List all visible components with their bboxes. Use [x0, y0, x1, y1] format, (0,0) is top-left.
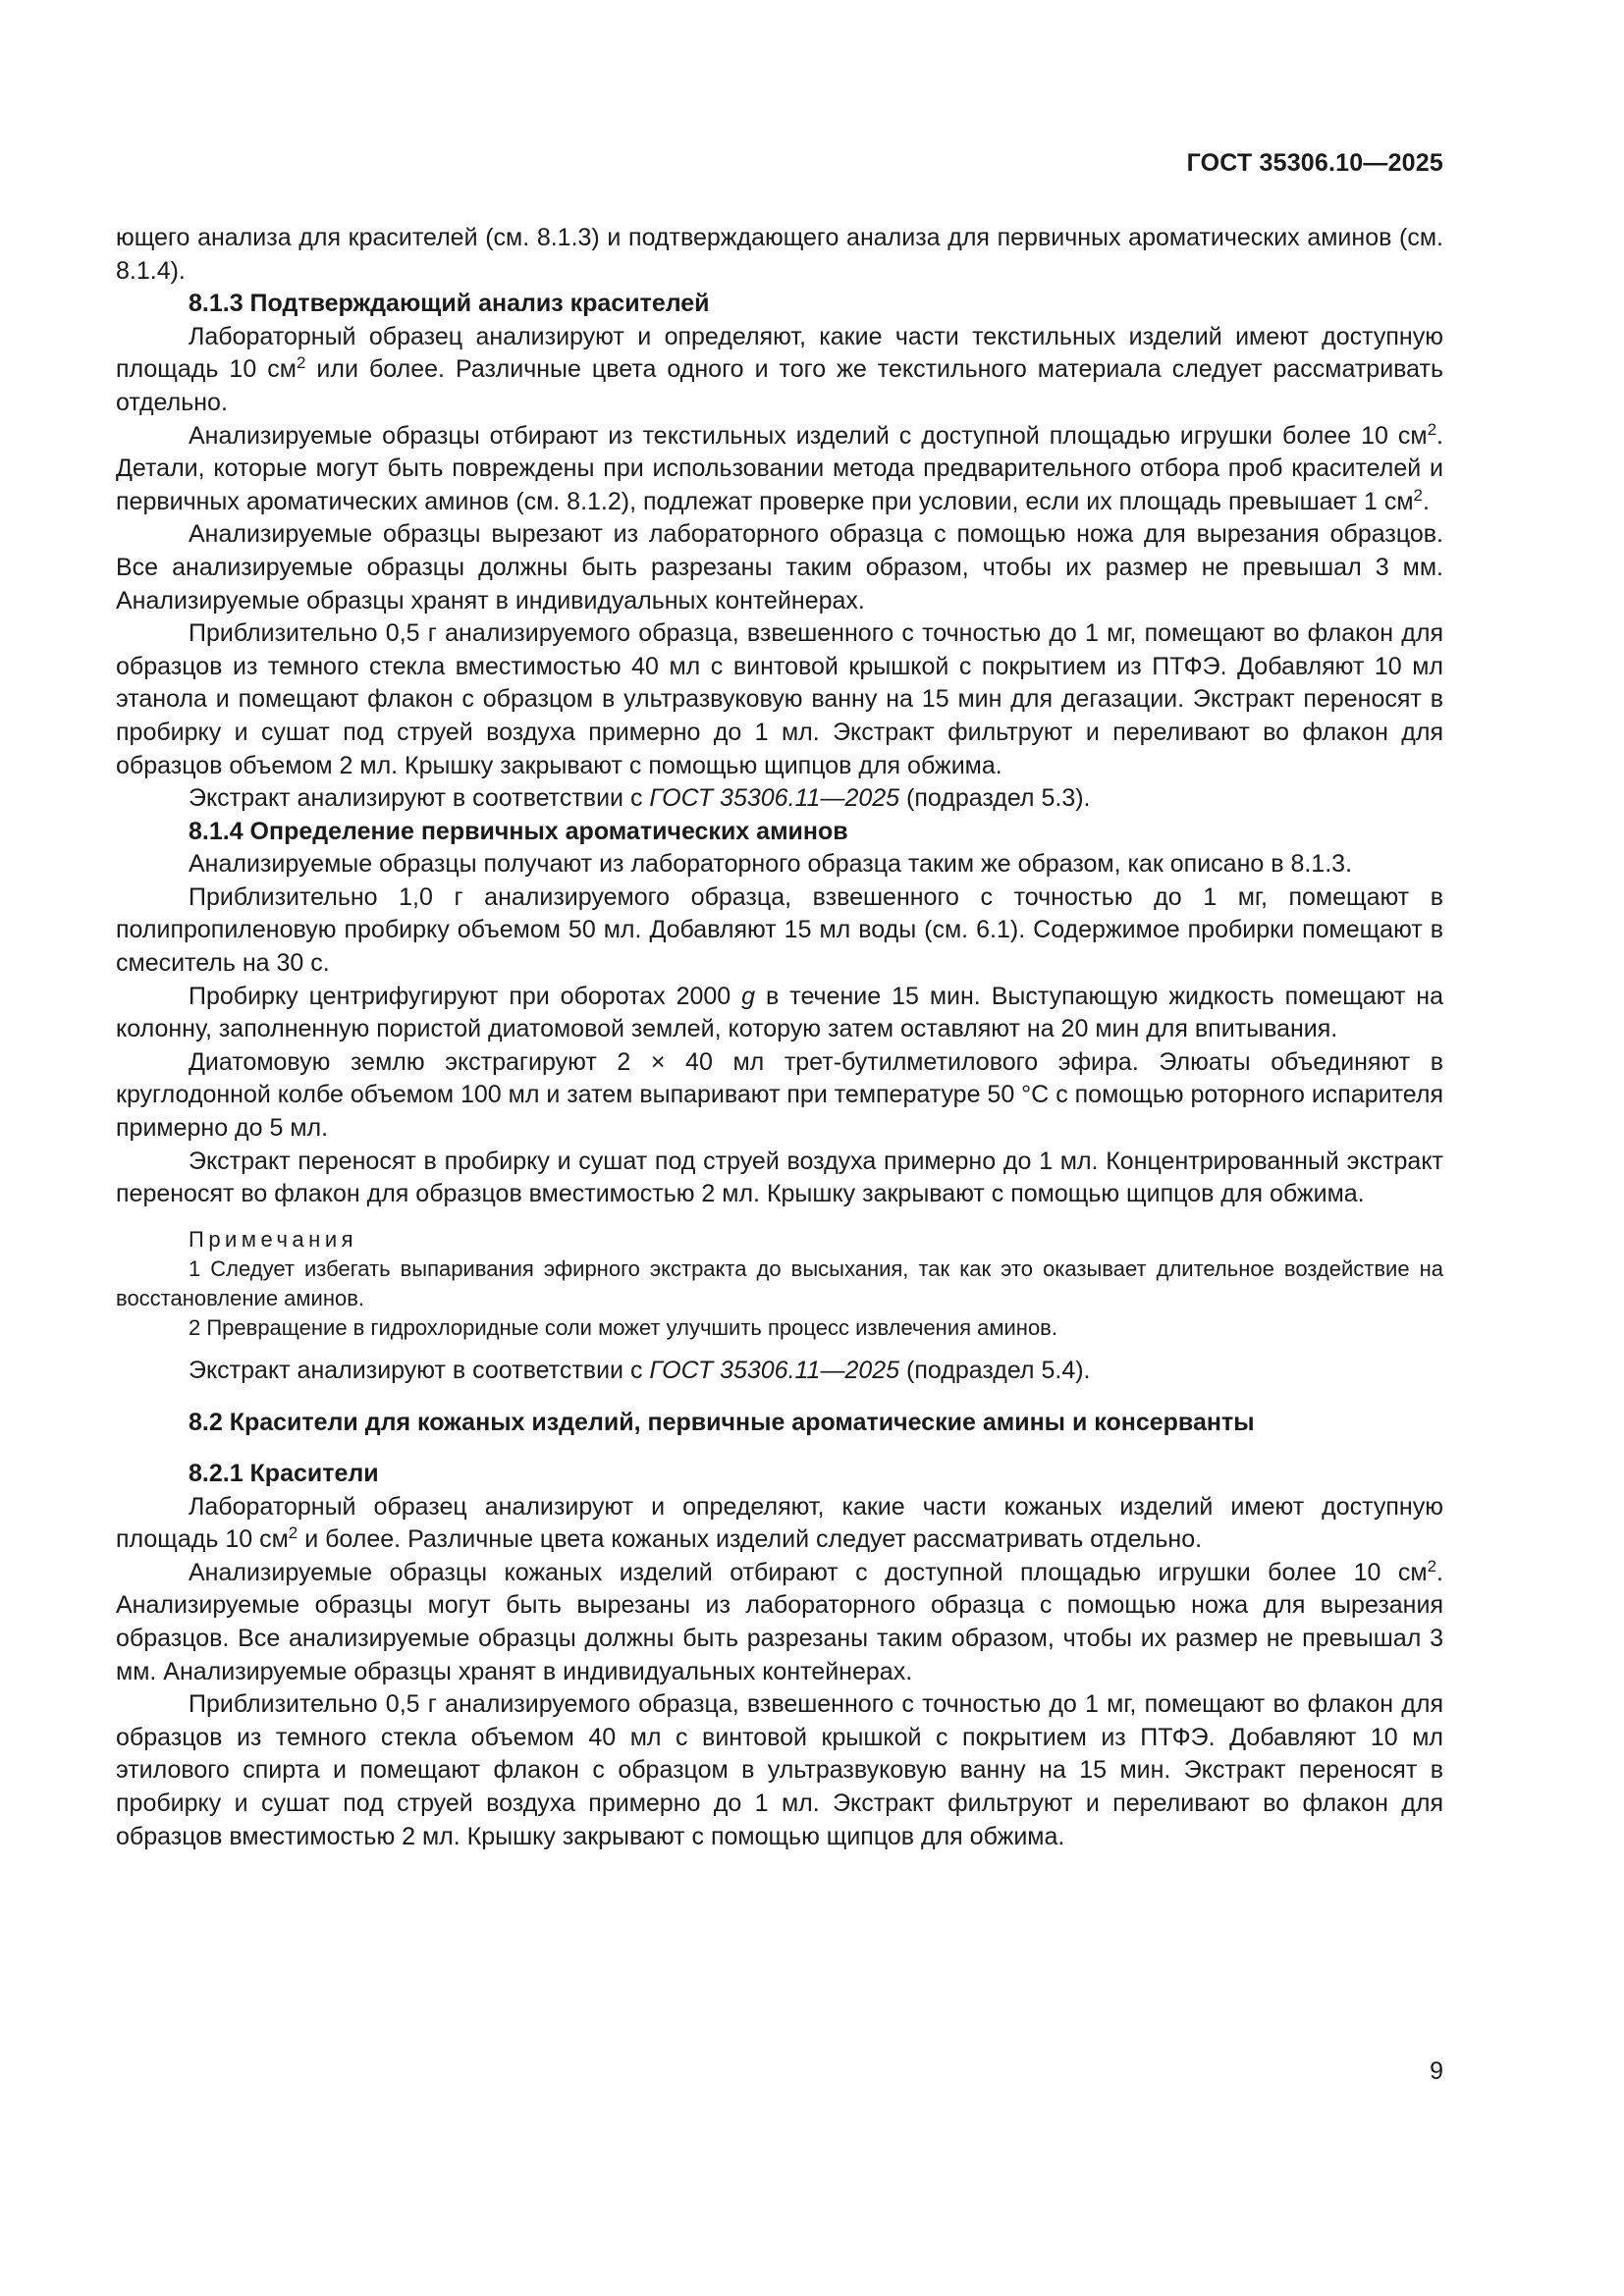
- standard-reference: ГОСТ 35306.11—2025: [649, 784, 900, 813]
- paragraph: Анализируемые образцы кожаных изделий отбирают с доступной площадью игрушки более 10 $см^2$. Анализируемые образцы могут быть вырезаны из лабораторного образца с помощью ножа для вырезания образцов. Все анализируемые образцы должны быть разрезаны таким образом, чтобы их размер не превышал 3 мм. Анализируемые образцы хранят в индивидуальных контейнерах.: [116, 1556, 1443, 1685]
- section-8-2-1-heading: 8.2.1 Красители: [189, 1460, 379, 1487]
- paragraph: Анализируемые образцы отбирают из текстильных изделий с доступной площадью игрушки более 10 $см^2$. Детали, которые могут быть повреждены при использовании метода предварительного отбора проб красителей и первичных ароматических аминов (см. 8.1.2), подлежат проверке при условии, если их площадь превышает 1 $см^2$.: [116, 419, 1443, 515]
- paragraph: Экстракт анализируют в соответствии с ГОСТ 35306.11—2025 (подраздел 5.3).: [189, 784, 1091, 813]
- section-8-2-heading: 8.2 Красители для кожаных изделий, первичные ароматические амины и консерванты: [189, 1409, 1255, 1437]
- paragraph: Приблизительно 0,5 г анализируемого образца, взвешенного с точностью до 1 мг, помещают во флакон для образцов из темного стекла вместимостью 40 мл с винтовой крышкой с покрытием из ПТФЭ. Добавляют 10 мл этанола и помещают флакон с образцом в ультразвуковую ванну на 15 мин для дегазации. Экстракт переносят в пробирку и сушат под струей воздуха примерно до 1 мл. Экстракт фильтруют и переливают во флакон для образцов объемом 2 мл. Крышку закрывают с помощью щипцов для обжима.: [116, 619, 1443, 779]
- note-item: 2 Превращение в гидрохлоридные соли может улучшить процесс извлечения аминов.: [189, 1314, 1057, 1340]
- paragraph: Анализируемые образцы получают из лабораторного образца таким же образом, как описано в 8.1.3.: [189, 850, 1353, 879]
- paragraph: Лабораторный образец анализируют и определяют, какие части кожаных изделий имеют доступную площадь 10 $см^2$ и более. Различные цвета кожаных изделий следует рассматривать отдельно.: [116, 1492, 1443, 1554]
- standard-reference: ГОСТ 35306.11—2025: [649, 1356, 900, 1384]
- document-body: [116, 222, 1443, 1853]
- paragraph: Приблизительно 0,5 г анализируемого образца, взвешенного с точностью до 1 мг, помещают во флакон для образцов из темного стекла объемом 40 мл с винтовой крышкой с покрытием из ПТФЭ. Добавляют 10 мл этилового спирта и помещают флакон с образцом в ультразвуковую ванну на 15 мин. Экстракт переносят в пробирку и сушат под струей воздуха примерно до 1 мл. Экстракт фильтруют и переливают во флакон для образцов вместимостью 2 мл. Крышку закрывают с помощью щипцов для обжима.: [116, 1690, 1443, 1850]
- section-8-1-3-heading: 8.1.3 Подтверждающий анализ красителей: [189, 290, 710, 318]
- notes-block: [116, 1225, 1443, 1343]
- paragraph: Экстракт переносят в пробирку и сушат под струей воздуха примерно до 1 мл. Концентрированный экстракт переносят во флакон для образцов вместимостью 2 мл. Крышку закрывают с помощью щипцов для обжима.: [116, 1147, 1443, 1208]
- paragraph: Анализируемые образцы вырезают из лабораторного образца с помощью ножа для вырезания образцов. Все анализируемые образцы должны быть разрезаны таким образом, чтобы их размер не превышал 3 мм. Анализируемые образцы хранят в индивидуальных контейнерах.: [116, 520, 1443, 614]
- section-8-1-4-heading: 8.1.4 Определение первичных ароматических аминов: [189, 817, 848, 845]
- document-header-id: ГОСТ 35306.10—2025: [1186, 149, 1443, 177]
- paragraph: Пробирку центрифугируют при оборотах 2000 g в течение 15 мин. Выступающую жидкость помещают на колонну, заполненную пористой диатомовой землей, которую затем оставляют на 20 мин для впитывания.: [116, 982, 1443, 1043]
- paragraph-continuation: ющего анализа для красителей (см. 8.1.3) и подтверждающего анализа для первичных ароматических аминов (см. 8.1.4).: [116, 224, 1443, 285]
- page-number: 9: [1430, 2057, 1443, 2085]
- paragraph: Лабораторный образец анализируют и определяют, какие части текстильных изделий имеют доступную площадь 10 $см^2$ или более. Различные цвета одного и того же текстильного материала следует рассматривать отдельно.: [116, 322, 1443, 416]
- paragraph: Диатомовую землю экстрагируют 2 × 40 мл трет-бутилметилового эфира. Элюаты объединяют в круглодонной колбе объемом 100 мл и затем выпаривают при температуре 50 °С с помощью роторного испарителя примерно до 5 мл.: [116, 1047, 1443, 1143]
- notes-header: Примечания: [189, 1226, 358, 1252]
- paragraph: Экстракт анализируют в соответствии с ГОСТ 35306.11—2025 (подраздел 5.4).: [189, 1356, 1091, 1384]
- paragraph: Приблизительно 1,0 г анализируемого образца, взвешенного с точностью до 1 мг, помещают в полипропиленовую пробирку объемом 50 мл. Добавляют 15 мл воды (см. 6.1). Содержимое пробирки помещают в смеситель на 30 с.: [116, 882, 1443, 978]
- note-item: 1 Следует избегать выпаривания эфирного экстракта до высыхания, так как это оказывает длительное воздействие на восстановление аминов.: [116, 1255, 1443, 1310]
